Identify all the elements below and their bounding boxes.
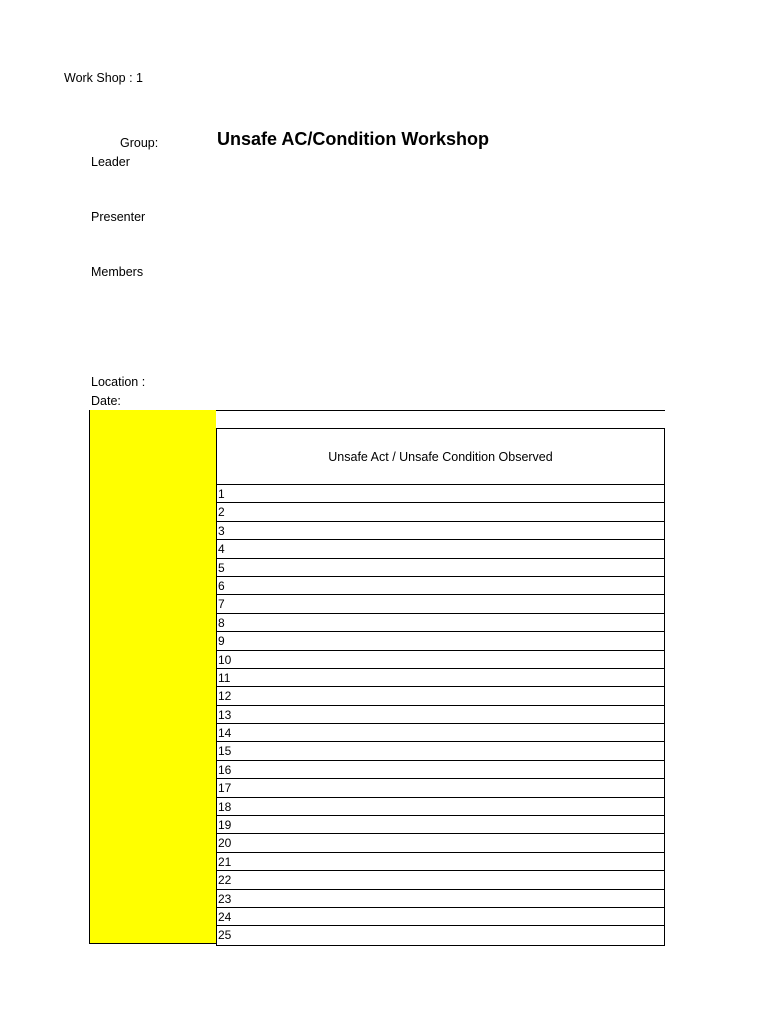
table-row[interactable]: 21 <box>217 853 664 871</box>
table-row[interactable]: 5 <box>217 559 664 577</box>
table-row[interactable]: 8 <box>217 614 664 632</box>
table-row[interactable]: 24 <box>217 908 664 926</box>
table-row[interactable]: 1 <box>217 485 664 503</box>
table-body <box>217 485 664 945</box>
table-row[interactable]: 16 <box>217 761 664 779</box>
table-row[interactable]: 20 <box>217 834 664 852</box>
table-row[interactable]: 6 <box>217 577 664 595</box>
table-row[interactable]: 13 <box>217 706 664 724</box>
table-row[interactable]: 4 <box>217 540 664 558</box>
table-row[interactable]: 14 <box>217 724 664 742</box>
table-row[interactable]: 15 <box>217 742 664 760</box>
highlight-column <box>89 410 216 944</box>
leader-label: Leader <box>91 155 130 169</box>
table-row[interactable]: 19 <box>217 816 664 834</box>
table-row[interactable]: 12 <box>217 687 664 705</box>
table-row[interactable]: 25 <box>218 928 232 943</box>
date-label: Date: <box>91 394 121 408</box>
table-row[interactable]: 22 <box>217 871 664 889</box>
presenter-label: Presenter <box>91 210 146 224</box>
observation-table <box>216 428 665 946</box>
table-row[interactable]: 17 <box>217 779 664 797</box>
table-row[interactable]: 11 <box>217 669 664 687</box>
members-label: Members <box>91 265 144 279</box>
group-label: Group: <box>120 136 159 150</box>
workshop-number: Work Shop : 1 <box>64 71 143 85</box>
table-row[interactable]: 7 <box>217 595 664 613</box>
location-label: Location : <box>91 375 146 389</box>
table-header: Unsafe Act / Unsafe Condition Observed <box>217 429 664 485</box>
table-row[interactable]: 2 <box>217 503 664 521</box>
table-row[interactable]: 3 <box>217 522 664 540</box>
page-title: Unsafe AC/Condition Workshop <box>217 129 489 149</box>
table-row[interactable]: 10 <box>217 651 664 669</box>
table-top-rule <box>216 410 665 411</box>
table-row[interactable]: 18 <box>217 798 664 816</box>
table-row[interactable]: 9 <box>217 632 664 650</box>
table-row[interactable]: 23 <box>217 890 664 908</box>
